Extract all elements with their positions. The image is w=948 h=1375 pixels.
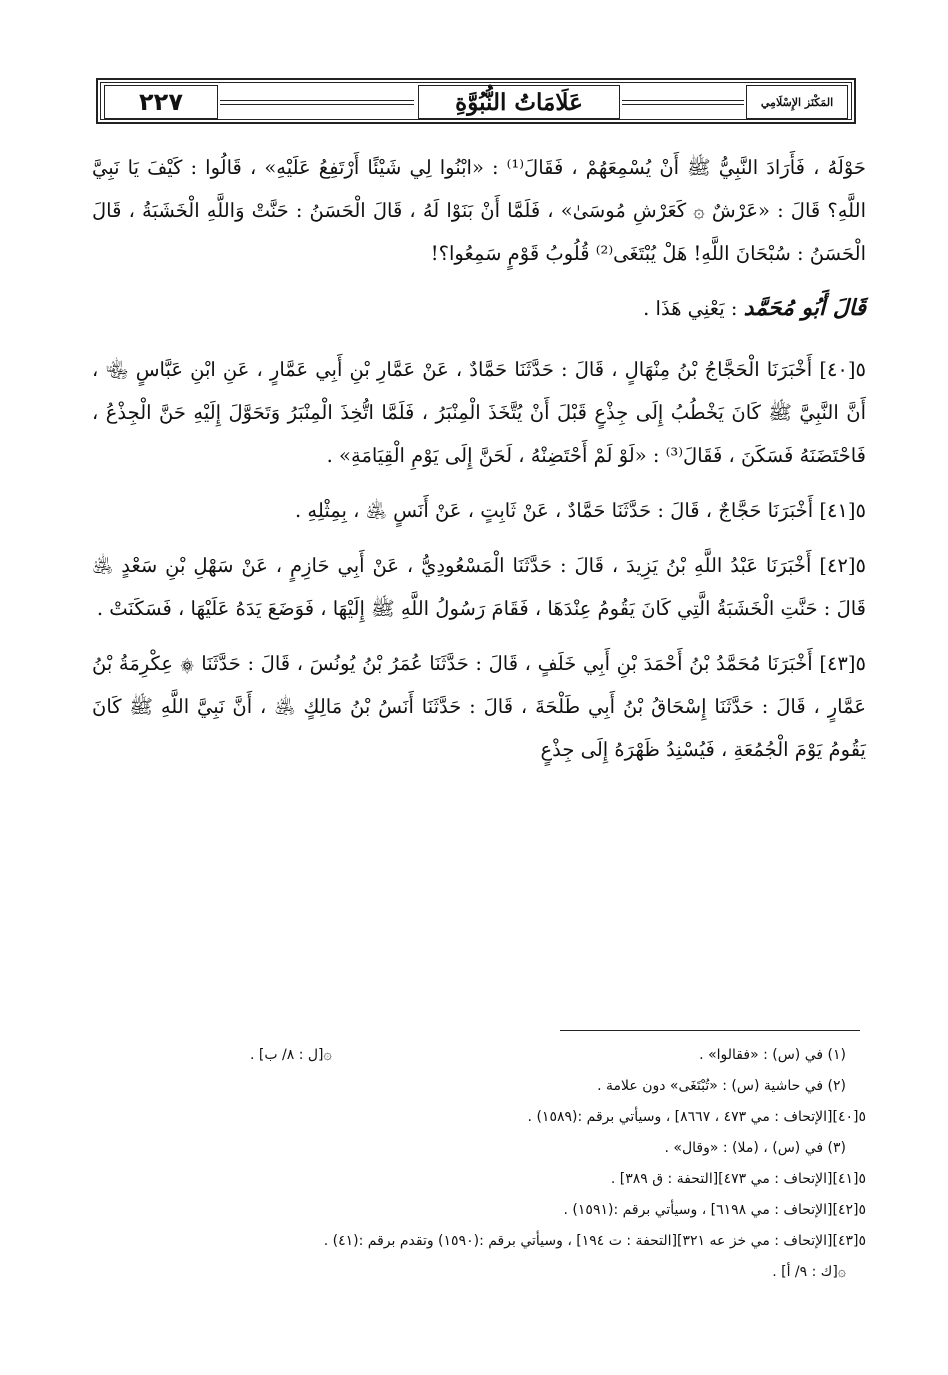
footnote-folio-ref: ۞[ك : ٩/ أ] . <box>772 1264 846 1280</box>
speaker-heading: قَالَ أَبُو مُحَمَّد <box>743 295 866 321</box>
speaker-text: : يَعْنِي هَذَا . <box>643 297 744 320</box>
paragraph-abu-muhammad <box>92 287 866 330</box>
hadith-43: ٥[٤٣] أَخْبَرَنَا مُحَمَّدُ بْنُ أَحْمَدَ بْنِ أَبِي خَلَفٍ ، قَالَ : حَدَّثَنَا عُمَرُ بْنُ يُونُسَ ، قَالَ : حَدَّثَنَا ۞ عِكْرِمَةُ بْنُ عَمَّارٍ ، قَالَ : حَدَّثَنَا إِسْحَاقُ بْنُ أَبِي طَلْحَةَ ، قَالَ : حَدَّثَنَا أَنَسُ بْنُ مَالِكٍ ﵁ ، أَنَّ نَبِيَّ اللَّهِ ﷺ كَانَ يَقُومُ يَوْمَ الْجُمُعَةِ ، فَيُسْنِدُ ظَهْرَهُ إِلَى جِذْعٍ <box>92 652 866 761</box>
page-number: ٢٢٧ <box>104 85 218 119</box>
footnote-takhrij-40: ٥[٤٠][الإتحاف : مي ٤٧٣ ، ٨٦٦٧] ، وسيأتي برقم :(١٥٨٩) . <box>527 1109 866 1125</box>
header-ornament-rule-left <box>220 100 414 105</box>
book-title: عَلَامَاتُ النُّبُوَّةِ <box>418 85 620 119</box>
footnotes <box>100 1040 866 1288</box>
main-text <box>92 146 866 783</box>
header-ornament-rule-right <box>622 100 744 105</box>
footnote-1-ref: ۞[ل : ٨/ ب] . <box>250 1047 332 1063</box>
page-header <box>96 78 856 124</box>
publisher-logo: المَكْنَز الإِسْلَامِي <box>746 85 848 119</box>
footnote-separator <box>560 1030 860 1031</box>
footnote-takhrij-42: ٥[٤٢][الإتحاف : مي ٦١٩٨] ، وسيأتي برقم :(١٥٩١) . <box>563 1202 866 1218</box>
hadith-42: ٥[٤٢] أَخْبَرَنَا عَبْدُ اللَّهِ بْنُ يَزِيدَ ، قَالَ : حَدَّثَنَا الْمَسْعُودِيُّ ، عَنْ أَبِي حَازِمٍ ، عَنْ سَهْلِ بْنِ سَعْدٍ ﵁ قَالَ : حَنَّتِ الْخَشَبَةُ الَّتِي كَانَ يَقُومُ عِنْدَهَا ، فَقَامَ رَسُولُ اللَّهِ ﷺ إِلَيْهَا ، فَوَضَعَ يَدَهُ عَلَيْهَا ، فَسَكَنَتْ . <box>92 554 866 620</box>
hadith-41: ٥[٤١] أَخْبَرَنَا حَجَّاجٌ ، قَالَ : حَدَّثَنَا حَمَّادٌ ، عَنْ ثَابِتٍ ، عَنْ أَنَسٍ ﵁ ، بِمِثْلِهِ . <box>295 499 866 522</box>
footnote-takhrij-43: ٥[٤٣][الإتحاف : مي خز عه ٣٢١][التحفة : ت ١٩٤] ، وسيأتي برقم :(١٥٩٠) وتقدم برقم :(٤١) . <box>323 1233 866 1249</box>
footnote-row-1 <box>100 1040 866 1071</box>
footnote-1: (١) في (س) : «فقالوا» . <box>699 1047 846 1063</box>
footnote-takhrij-41: ٥[٤١][الإتحاف : مي ٤٧٣][التحفة : ق ٣٨٩] . <box>610 1171 866 1187</box>
paragraph-continuation: حَوْلَهُ ، فَأَرَادَ النَّبِيُّ ﷺ أَنْ يُسْمِعَهُمْ ، فَقَالَ⁽¹⁾ : «ابْنُوا لِي شَيْئًا أَرْتَفِعُ عَلَيْهِ» ، قَالُوا : كَيْفَ يَا نَبِيَّ اللَّهِ؟ قَالَ : «عَرْشٌ ۞ كَعَرْشِ مُوسَىٰ» ، فَلَمَّا أَنْ بَنَوْا لَهُ ، قَالَ الْحَسَنُ : حَنَّتْ وَاللَّهِ الْخَشَبَةُ ، قَالَ الْحَسَنُ : سُبْحَانَ اللَّهِ! هَلْ يُبْتَغَى⁽²⁾ قُلُوبُ قَوْمٍ سَمِعُوا؟! <box>92 156 866 265</box>
footnote-3: (٣) في (س) ، (ملا) : «وقال» . <box>664 1140 846 1156</box>
hadith-40: ٥[٤٠] أَخْبَرَنَا الْحَجَّاجُ بْنُ مِنْهَالٍ ، قَالَ : حَدَّثَنَا حَمَّادٌ ، عَنْ عَمَّارِ بْنِ أَبِي عَمَّارٍ ، عَنِ ابْنِ عَبَّاسٍ ﵄ ، أَنَّ النَّبِيَّ ﷺ كَانَ يَخْطُبُ إِلَى جِذْعٍ قَبْلَ أَنْ يُتَّخَذَ الْمِنْبَرُ ، فَلَمَّا اتُّخِذَ الْمِنْبَرُ وَتَحَوَّلَ إِلَيْهِ حَنَّ الْجِذْعُ ، فَاحْتَضَنَهُ فَسَكَنَ ، فَقَالَ⁽³⁾ : «لَوْ لَمْ أَحْتَضِنْهُ ، لَحَنَّ إِلَى يَوْمِ الْقِيَامَةِ» . <box>92 358 866 467</box>
footnote-2: (٢) في حاشية (س) : «تُبْتَغَى» دون علامة . <box>597 1078 846 1094</box>
